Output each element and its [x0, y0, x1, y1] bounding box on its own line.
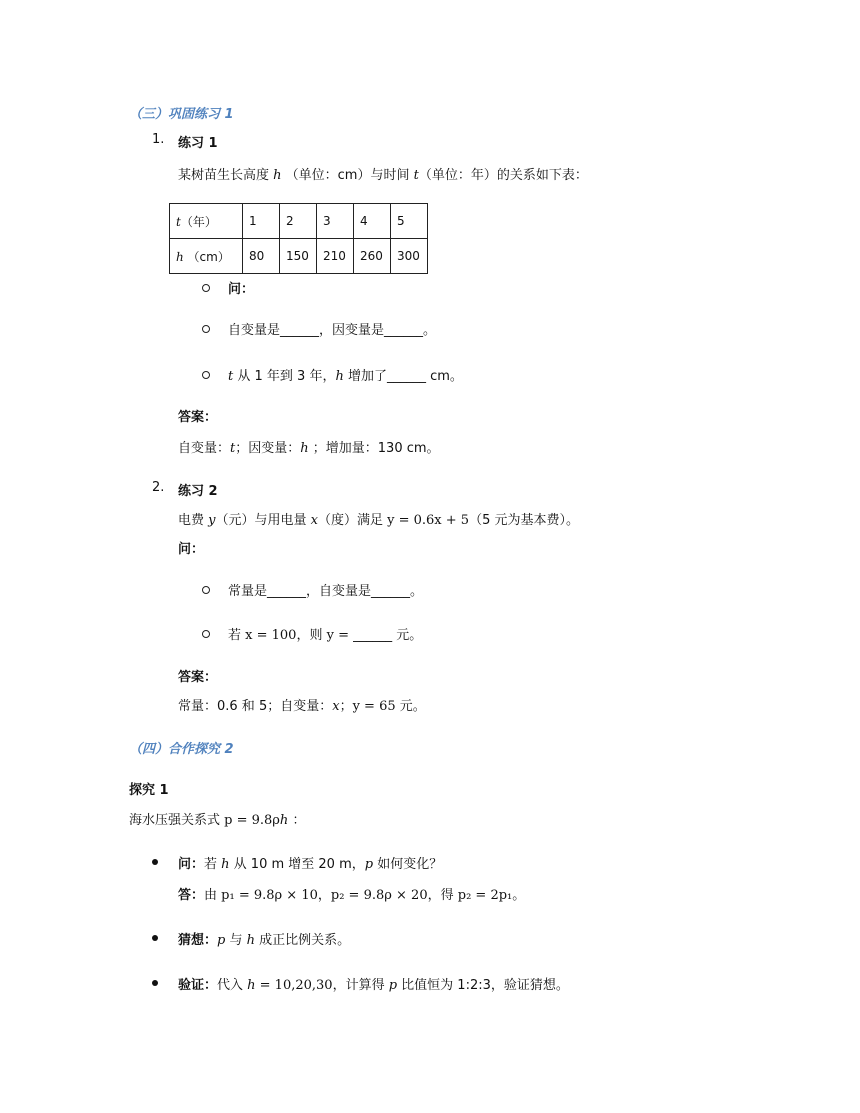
ex2-title: 练习 2	[178, 484, 218, 499]
table-cell: 5	[391, 204, 428, 239]
ex1-question-1: 自变量是______，因变量是______。	[228, 323, 437, 338]
bullet-var-h: ℎ	[246, 933, 255, 948]
ex2-var-x: x	[310, 513, 318, 528]
table-var-h: ℎ	[176, 249, 184, 264]
section-heading-practice: （三）巩固练习 1	[129, 107, 234, 122]
table-header-unit: （年）	[180, 214, 217, 229]
answer-formula: p₂ = 2p₁	[457, 888, 513, 903]
answer-formula: p₁ = 9.8ρ × 10	[221, 888, 318, 903]
ex1-question-2	[228, 365, 463, 384]
answer-text: 元。	[395, 699, 426, 714]
answer-var-t: t	[230, 441, 236, 456]
table-header-unit: （cm）	[183, 249, 230, 264]
ex2-desc-part: 电费	[178, 513, 209, 528]
bullet-question	[178, 853, 442, 872]
ex1-answer	[178, 437, 440, 456]
answer-formula: p₂ = 9.8ρ × 20	[330, 888, 428, 903]
answer-var-h: ℎ	[300, 441, 309, 456]
answer-text: ；	[339, 699, 353, 714]
ex1-answer-label: 答案：	[178, 410, 218, 425]
q-text: ______ 元。	[348, 628, 423, 643]
bullet-text: 如何变化？	[373, 857, 443, 872]
bullet-label: 猜想：	[178, 933, 218, 948]
ex2-number: 2.	[152, 480, 165, 495]
q-text: 若	[228, 628, 246, 643]
ex2-desc-part: （元）与用电量	[215, 513, 311, 528]
table-cell: 150	[280, 239, 317, 274]
ex1-desc-part: 某树苗生长高度	[178, 168, 274, 183]
section-heading-explore: （四）合作探究 2	[129, 742, 234, 757]
ex1-number: 1.	[152, 132, 165, 147]
answer-text: ；因变量：	[235, 441, 301, 456]
table-cell: 260	[354, 239, 391, 274]
table-cell: 3	[317, 204, 354, 239]
q2-text: 从 1 年到 3 年，	[233, 369, 336, 384]
answer-text: ，	[317, 888, 331, 903]
table-row	[170, 204, 428, 239]
table-cell: 1	[243, 204, 280, 239]
ex2-question-label: 问：	[178, 542, 205, 557]
q2-text: 增加了______ cm。	[343, 369, 463, 384]
q2-var-h: ℎ	[335, 369, 344, 384]
ex1-var-t: t	[413, 168, 419, 183]
answer-label: 答：	[178, 888, 205, 903]
ex2-question-2	[228, 624, 422, 643]
ex2-description	[178, 509, 579, 528]
ex1-var-h: ℎ	[273, 168, 282, 183]
answer-formula: y = 65	[352, 699, 396, 714]
table-cell: 210	[317, 239, 354, 274]
explore-intro	[129, 809, 305, 828]
answer-text: 自变量：	[178, 441, 231, 456]
circle-bullet-icon	[202, 284, 210, 292]
table-cell: 300	[391, 239, 428, 274]
ex1-title: 练习 1	[178, 136, 218, 151]
table-cell: 4	[354, 204, 391, 239]
table-cell: 80	[243, 239, 280, 274]
ex2-desc-part: （度）满足	[317, 513, 388, 528]
bullet-icon	[152, 980, 158, 986]
bullet-text: ，计算得	[332, 978, 389, 993]
bullet-var-p: p	[388, 978, 398, 993]
bullet-text: 比值恒为 1:2:3，验证猜想。	[397, 978, 569, 993]
ex1-description	[178, 164, 588, 183]
bullet-label: 问：	[178, 857, 205, 872]
bullet-verify	[178, 974, 569, 993]
intro-text: 海水压强关系式	[129, 813, 225, 828]
bullet-formula: ℎ = 10,20,30	[247, 978, 333, 993]
table-cell	[170, 239, 243, 274]
bullet-text: 从 10 m 增至 20 m，	[229, 857, 365, 872]
circle-bullet-icon	[202, 630, 210, 638]
intro-text: ：	[288, 813, 306, 828]
answer-text: 由	[204, 888, 222, 903]
bullet-var-p: p	[364, 857, 374, 872]
table-cell	[170, 204, 243, 239]
ex2-desc-part: （5 元为基本费）。	[469, 513, 579, 528]
answer-text: 常量：0.6 和 5；自变量：	[178, 699, 333, 714]
answer-text: ；增加量：130 cm。	[308, 441, 440, 456]
ex1-desc-part: （单位：年）的关系如下表：	[418, 168, 588, 183]
bullet-text: 成正比例关系。	[254, 933, 351, 948]
circle-bullet-icon	[202, 371, 210, 379]
bullet-text: 代入	[217, 978, 248, 993]
bullet-icon	[152, 859, 158, 865]
answer-text: 。	[512, 888, 526, 903]
bullet-answer	[178, 884, 525, 903]
table-cell: 2	[280, 204, 317, 239]
bullet-text: 与	[225, 933, 247, 948]
q-formula: x = 100	[245, 628, 297, 643]
ex2-answer	[178, 695, 426, 714]
circle-bullet-icon	[202, 325, 210, 333]
table-row	[170, 239, 428, 274]
growth-table	[169, 203, 428, 274]
explore-title: 探究 1	[129, 783, 169, 798]
q-text: ，则	[296, 628, 327, 643]
ex2-question-1: 常量是______，自变量是______。	[228, 584, 424, 599]
bullet-var-p: p	[217, 933, 226, 948]
intro-formula: p = 9.8ρℎ	[224, 813, 289, 828]
bullet-var-h: ℎ	[221, 857, 230, 872]
ex2-formula: y = 0.6x + 5	[387, 513, 470, 528]
ex2-answer-label: 答案：	[178, 670, 218, 685]
bullet-label: 验证：	[178, 978, 218, 993]
ex1-desc-part: （单位：cm）与时间	[281, 168, 414, 183]
bullet-icon	[152, 935, 158, 941]
table-var-t: t	[176, 214, 181, 229]
q2-var-t: t	[228, 369, 234, 384]
circle-bullet-icon	[202, 586, 210, 594]
bullet-text: 若	[204, 857, 222, 872]
ex1-question-label: 问：	[228, 282, 255, 297]
bullet-conjecture	[178, 929, 350, 948]
q-formula: y =	[326, 628, 349, 643]
ex2-var-y: y	[208, 513, 216, 528]
answer-text: ，得	[427, 888, 458, 903]
answer-var-x: x	[332, 699, 340, 714]
